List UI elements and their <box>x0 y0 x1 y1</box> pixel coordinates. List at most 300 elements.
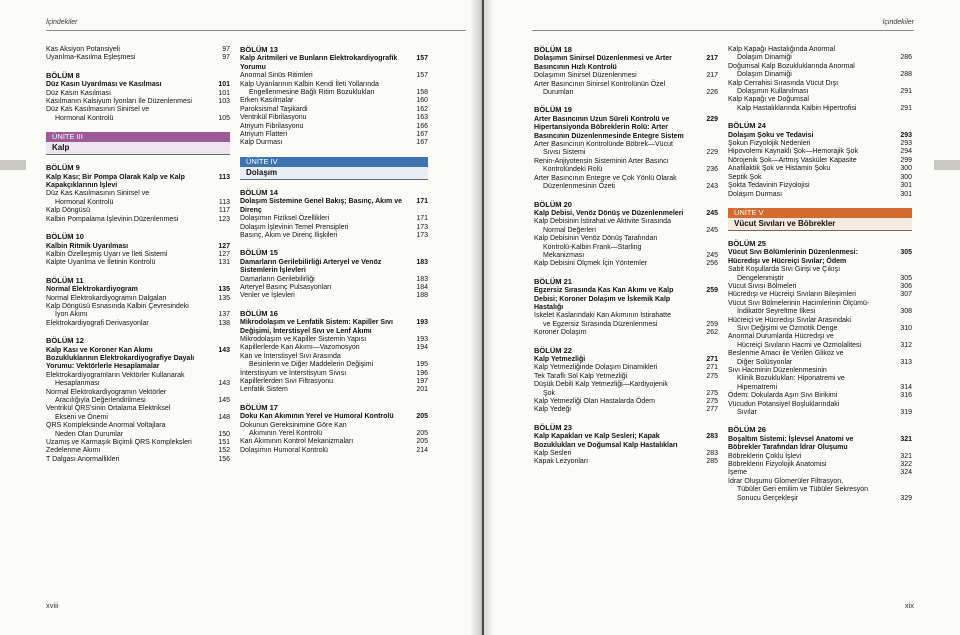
entry-line: Dolaşım İşlevinin Temel Prensipleri <box>240 223 349 231</box>
page-ref: 103 <box>218 98 230 106</box>
entry-text <box>534 235 694 260</box>
chapter-title-row[interactable] <box>728 436 912 453</box>
page-ref: 299 <box>900 156 912 164</box>
entry-text <box>534 398 694 406</box>
unit-edge-tab <box>934 160 960 170</box>
entry-text <box>240 224 404 232</box>
toc-entry[interactable] <box>728 300 912 317</box>
page-ref: 205 <box>416 413 428 421</box>
entry-line: Dokunun Gereksinimine Göre Kan <box>240 421 347 429</box>
chapter-heading <box>46 277 230 295</box>
entry-line: Kalp Kapağı ve Doğumsal <box>728 96 809 104</box>
toc-entry[interactable] <box>46 190 230 207</box>
entry-line: Böbreklerin Çoklu İşlevi <box>728 452 802 460</box>
toc-entry[interactable] <box>534 458 718 466</box>
toc-column-2 <box>240 46 428 455</box>
page-ref: 293 <box>900 131 912 139</box>
entry-text <box>728 461 888 469</box>
toc-entry[interactable] <box>240 344 428 352</box>
chapter-title-row[interactable] <box>46 286 230 294</box>
chapter-title-row[interactable] <box>728 132 912 140</box>
toc-entry[interactable] <box>728 367 912 392</box>
toc-entry[interactable] <box>728 157 912 165</box>
entry-line: Düz Kas Kasılmasının Sinirsel ve <box>46 106 150 114</box>
toc-entry[interactable] <box>534 312 718 329</box>
chapter-title-row[interactable] <box>46 347 230 372</box>
chapter-title: Dolaşım Şoku ve Tedavisi <box>728 131 814 139</box>
toc-entry[interactable] <box>240 276 428 284</box>
chapter-label: BÖLÜM 24 <box>728 121 766 131</box>
page-number-left: xviii <box>46 601 59 610</box>
toc-entry[interactable] <box>728 317 912 334</box>
chapter-label: BÖLÜM 8 <box>46 70 80 80</box>
entry-line: Sıvı Hacminin Düzenlenmesinin <box>728 367 827 374</box>
entry-line: Basınç, Akım ve Direnç İlişkileri <box>240 231 338 239</box>
toc-entry[interactable] <box>728 140 912 148</box>
entry-line-continued: Hormonal Kontrolü <box>55 198 114 206</box>
toc-entry[interactable] <box>534 175 718 192</box>
entry-line: İdrar Oluşumu Glomerüler Filtrasyon, <box>728 477 844 485</box>
entry-line: Böbreklerin Fizyolojik Anatomisi <box>728 461 827 469</box>
chapter-label: BÖLÜM 14 <box>240 187 278 197</box>
toc-entry[interactable] <box>728 63 912 80</box>
entry-line-continued: Dolaşımın Kullanılması <box>737 88 809 96</box>
entry-line-continued: Durumları <box>543 89 574 97</box>
toc-entry[interactable] <box>728 461 912 469</box>
toc-entry[interactable] <box>534 141 718 158</box>
page-ref: 275 <box>706 372 718 380</box>
chapter-heading <box>534 46 718 72</box>
page-ref: 314 <box>900 383 912 391</box>
entry-line: Kalp Uyarılarının Kalbin Kendi İleti Yollarında <box>240 80 379 88</box>
entry-line: Şokun Fizyolojik Nedenleri <box>728 140 811 148</box>
chapter-title: Egzersiz Sırasında Kas Kan Akımı ve Kalp Debisi; Koroner Dolaşım ve İskemik Kalp Hastalığı <box>534 287 674 311</box>
entry-text <box>240 336 404 344</box>
entry-line: Hücreiçi ve Hücredışı Sıvılar Arasındaki <box>728 316 851 324</box>
toc-entry[interactable] <box>728 350 912 367</box>
toc-entry[interactable] <box>534 398 718 406</box>
chapter-heading <box>728 426 912 452</box>
toc-entry[interactable] <box>240 353 428 370</box>
toc-entry[interactable] <box>728 333 912 350</box>
entry-line: Kalp Yedeği <box>534 406 571 414</box>
toc-entry[interactable] <box>728 291 912 299</box>
entry-text <box>240 139 404 147</box>
entry-text <box>240 344 404 352</box>
entry-line: Dolaşımın Humoral Kontrolü <box>240 446 328 454</box>
chapter-title-row[interactable] <box>240 259 428 276</box>
entry-line: T Dalgası Anormallikleri <box>46 455 120 463</box>
chapter-title-row[interactable] <box>534 433 718 450</box>
entry-text <box>46 259 206 267</box>
chapter-label: BÖLÜM 18 <box>534 45 572 54</box>
page-ref: 243 <box>706 183 718 191</box>
toc-entry[interactable] <box>240 123 428 131</box>
chapter-label: BÖLÜM 19 <box>534 105 572 115</box>
chapter-title-row[interactable] <box>46 243 230 251</box>
entry-text <box>240 106 404 114</box>
entry-line: Arter Basıncının Kontrolünde Böbrek—Vücut <box>534 141 673 149</box>
toc-entry[interactable] <box>728 478 912 503</box>
entry-text <box>534 81 694 98</box>
page-ref: 113 <box>218 198 230 206</box>
page-ref: 285 <box>706 458 718 466</box>
toc-entry[interactable] <box>46 405 230 422</box>
toc-entry[interactable] <box>728 401 912 418</box>
toc-entry[interactable] <box>240 81 428 98</box>
entry-text <box>534 458 694 466</box>
toc-entry[interactable] <box>728 182 912 190</box>
entry-text <box>46 303 206 320</box>
toc-entry[interactable] <box>534 218 718 235</box>
page-ref: 123 <box>218 215 230 223</box>
page-ref: 151 <box>218 439 230 447</box>
entry-text <box>534 381 694 398</box>
entry-line: Sabit Koşullarda Sıvı Girişi ve Çıkışı <box>728 266 841 274</box>
entry-line-continued: Engellenmesine Bağlı Ritim Bozuklukları <box>249 89 375 97</box>
page-ref: 173 <box>416 231 428 239</box>
chapter-title-row[interactable] <box>46 174 230 191</box>
toc-entry[interactable] <box>728 148 912 156</box>
entry-text <box>46 216 206 224</box>
toc-entry[interactable] <box>534 260 718 268</box>
entry-text <box>46 447 206 455</box>
entry-line: Uzamış ve Karmaşık Biçimli QRS Kompleksleri <box>46 439 192 447</box>
entry-text <box>534 260 694 268</box>
page-ref: 205 <box>416 438 428 446</box>
entry-line: Arter Basıncının Entegre ve Çok Yönlü Olarak <box>534 174 677 182</box>
chapter-title: Boşaltım Sistemi: İşlevsel Anatomi ve Böbrekler Tarafından İdrar Oluşumu <box>728 435 854 452</box>
entry-text <box>728 367 888 392</box>
toc-entry[interactable] <box>46 422 230 439</box>
chapter-title: Kalp Aritmileri ve Bunların Elektrokardiyografik Yorumu <box>240 55 398 71</box>
entry-line: Erken Kasılmalar <box>240 97 294 105</box>
page-ref: 324 <box>900 469 912 477</box>
toc-entry[interactable] <box>240 232 428 240</box>
toc-entry[interactable] <box>240 72 428 80</box>
entry-text <box>728 300 888 317</box>
entry-line: Kalp Debisinin Venöz Dönüş Tarafından <box>534 235 658 243</box>
toc-entry[interactable] <box>46 447 230 455</box>
header-rule-right <box>532 30 914 31</box>
chapter-title: Dolaşım Sistemine Genel Bakış; Basınç, Akım ve Direnç <box>240 198 402 214</box>
page-ref: 283 <box>706 450 718 458</box>
page-ref: 105 <box>218 114 230 122</box>
page-ref: 313 <box>900 358 912 366</box>
chapter-heading <box>534 106 718 141</box>
toc-entry[interactable] <box>534 158 718 175</box>
entry-text <box>46 295 206 303</box>
chapter-title: Kalp Debisi, Venöz Dönüş ve Düzenlenmeleri <box>534 209 684 217</box>
page-ref: 288 <box>900 71 912 79</box>
page-ref: 197 <box>416 378 428 385</box>
toc-entry[interactable] <box>534 329 718 337</box>
toc-entry[interactable] <box>728 46 912 63</box>
entry-text <box>534 175 694 192</box>
toc-entry[interactable] <box>534 450 718 458</box>
entry-text <box>728 191 888 199</box>
entry-text <box>728 453 888 461</box>
entry-text <box>46 372 206 389</box>
entry-text <box>728 182 888 190</box>
entry-line: Kalbin Pompalama İşlevinin Düzenlenmesi <box>46 215 179 223</box>
page-ref: 321 <box>900 452 912 460</box>
toc-entry[interactable] <box>728 165 912 173</box>
toc-entry[interactable] <box>46 46 230 54</box>
chapter-heading <box>240 310 428 336</box>
toc-entry[interactable] <box>728 174 912 182</box>
toc-entry[interactable] <box>728 96 912 113</box>
toc-entry[interactable] <box>240 139 428 147</box>
chapter-label: BÖLÜM 16 <box>240 308 278 318</box>
entry-line-continued: Kontrolündeki Rolü <box>543 166 603 174</box>
toc-entry[interactable] <box>728 80 912 97</box>
chapter-title-row[interactable] <box>534 116 718 141</box>
toc-column-1 <box>46 46 230 464</box>
entry-line: Kalpte Uyarılma ve İletinin Kontrolü <box>46 259 156 267</box>
chapter-title: Damarların Gerilebilirliği Arteryel ve Venöz Sistemlerin İşlevleri <box>240 258 382 275</box>
entry-text <box>240 72 404 80</box>
entry-line-continued: Sıvılar <box>737 409 757 417</box>
chapter-title: Mikrodolaşım ve Lenfatik Sistem: Kapiller Sıvı Değişimi, İnterstisyel Sıvı ve Lenf Akımı <box>240 319 393 335</box>
entry-text <box>728 333 888 350</box>
entry-line: Nörojenik Şok—Artmış Vasküler Kapasite <box>728 156 857 164</box>
entry-text <box>534 450 694 458</box>
page-ref: 135 <box>218 286 230 294</box>
chapter-title-row[interactable] <box>240 198 428 215</box>
chapter-heading <box>534 201 718 219</box>
chapter-title-row[interactable] <box>240 55 428 72</box>
entry-text <box>728 401 888 418</box>
toc-entry[interactable] <box>534 72 718 80</box>
entry-text <box>240 292 404 300</box>
entry-line: Kapak Lezyonları <box>534 458 589 466</box>
page-ref: 316 <box>900 392 912 400</box>
toc-entry[interactable] <box>728 392 912 400</box>
page-ref: 305 <box>900 249 912 257</box>
chapter-label: BÖLÜM 15 <box>240 248 278 258</box>
entry-line-continued: Dolaşım Dinamiği <box>737 54 792 62</box>
page-ref: 262 <box>706 329 718 337</box>
entry-line-continued: Dolaşım Dinamiği <box>737 71 792 79</box>
toc-entry[interactable] <box>240 97 428 105</box>
right-page <box>484 0 960 635</box>
entry-line: Septik Şok <box>728 173 762 181</box>
toc-entry[interactable] <box>240 114 428 122</box>
entry-text <box>240 422 404 439</box>
toc-entry[interactable] <box>46 456 230 464</box>
toc-entry[interactable] <box>46 90 230 98</box>
page-ref: 173 <box>416 223 428 231</box>
entry-line: Uyarılma-Kasılma Eşleşmesi <box>46 54 136 62</box>
entry-text <box>46 320 206 328</box>
unit-banner <box>46 132 230 155</box>
toc-entry[interactable] <box>46 207 230 215</box>
chapter-title-row[interactable] <box>534 55 718 72</box>
chapter-title: Kalp Kası ve Koroner Kan Akımı Bozukluklarının Elektrokardiyografiye Dayalı Yorumu: Vektörlerle Hesaplamalar <box>46 346 195 371</box>
entry-line: Kas Aksiyon Potansiyeli <box>46 46 120 53</box>
entry-text <box>728 165 888 173</box>
entry-line: Renin-Anjiyotensin Sisteminin Arter Basıncı <box>534 157 669 165</box>
chapter-heading <box>728 122 912 140</box>
entry-line: Zedelenme Akımı <box>46 447 101 455</box>
toc-entry[interactable] <box>240 447 428 455</box>
entry-text <box>728 63 888 80</box>
toc-entry[interactable] <box>534 235 718 260</box>
toc-entry[interactable] <box>728 191 912 199</box>
entry-line: Arteryel Basınç Pulsasyonları <box>240 283 332 291</box>
toc-entry[interactable] <box>46 389 230 406</box>
running-header-left: İçindekiler <box>46 19 78 26</box>
toc-entry[interactable] <box>240 336 428 344</box>
toc-entry[interactable] <box>240 422 428 439</box>
chapter-heading <box>240 404 428 422</box>
toc-entry[interactable] <box>240 438 428 446</box>
toc-entry[interactable] <box>240 224 428 232</box>
toc-entry[interactable] <box>240 386 428 394</box>
toc-entry[interactable] <box>534 381 718 398</box>
entry-line: Beslenme Amacı ile Verilen Glikoz ve <box>728 350 844 358</box>
entry-line: Kalp Yetmezliği Olan Hastalarda Ödem <box>534 398 656 406</box>
chapter-title-row[interactable] <box>534 287 718 312</box>
entry-line: Kalp Yetmezliğinde Dolaşım Dinamikleri <box>534 364 658 372</box>
entry-text <box>46 422 206 439</box>
page-ref: 171 <box>416 198 428 206</box>
toc-entry[interactable] <box>46 303 230 320</box>
page-ref: 226 <box>706 89 718 97</box>
unit-name: Dolaşım <box>240 167 428 180</box>
toc-entry[interactable] <box>240 292 428 300</box>
entry-text <box>534 364 694 372</box>
entry-text <box>728 478 888 503</box>
entry-line-continued: Kontrolü-Kalbin Frank—Starling <box>543 243 642 251</box>
toc-entry[interactable] <box>46 439 230 447</box>
entry-line: Düz Kasın Kasılması <box>46 89 111 97</box>
chapter-heading <box>534 278 718 313</box>
chapter-heading <box>46 337 230 372</box>
page-ref: 229 <box>706 115 718 123</box>
entry-text <box>240 215 404 223</box>
chapter-title-row[interactable] <box>240 319 428 336</box>
page-ref: 277 <box>706 406 718 414</box>
chapter-title: Düz Kasın Uyarılması ve Kasılması <box>46 81 162 89</box>
entry-text <box>240 97 404 105</box>
entry-line-continued: Şok <box>543 389 556 397</box>
entry-line: Düşük Debili Kalp Yetmezliği—Kardiyojenik <box>534 381 668 389</box>
toc-entry[interactable] <box>240 378 428 386</box>
toc-entry[interactable] <box>728 469 912 477</box>
page-ref: 259 <box>706 287 718 295</box>
entry-line-continued: Hormonal Kontrolü <box>55 114 114 122</box>
entry-text <box>46 456 206 464</box>
page-ref: 256 <box>706 260 718 268</box>
toc-entry[interactable] <box>240 131 428 139</box>
toc-entry[interactable] <box>46 216 230 224</box>
entry-text <box>46 98 206 106</box>
chapter-label: BÖLÜM 17 <box>240 402 278 412</box>
toc-entry[interactable] <box>46 106 230 123</box>
page-ref: 137 <box>218 311 230 319</box>
chapter-label: BÖLÜM 21 <box>534 276 572 286</box>
chapter-title: Kalp Kası; Bir Pompa Olarak Kalp ve Kalp Kapakçıklarının İşlevi <box>46 173 185 190</box>
entry-line-continued: Sonucu Gerçekleşir <box>737 494 799 502</box>
running-header-right: İçindekiler <box>882 19 914 26</box>
page-ref: 195 <box>416 361 428 369</box>
entry-text <box>728 80 888 97</box>
entry-line: Hipovolemi Kaynaklı Şok—Hemorajik Şok <box>728 148 858 156</box>
entry-line: Paroksismal Taşikardi <box>240 105 308 113</box>
chapter-title-row[interactable] <box>46 81 230 89</box>
page-ref: 156 <box>218 455 230 463</box>
page-ref: 152 <box>218 447 230 455</box>
toc-entry[interactable] <box>46 54 230 62</box>
toc-entry[interactable] <box>728 266 912 283</box>
chapter-title-row[interactable] <box>534 356 718 364</box>
unit-banner <box>728 208 912 231</box>
entry-line: Kalp Durması <box>240 139 283 147</box>
chapter-title-row[interactable] <box>728 249 912 266</box>
toc-entry[interactable] <box>46 98 230 106</box>
page-ref: 308 <box>900 308 912 316</box>
entry-text <box>534 72 694 80</box>
toc-entry[interactable] <box>46 295 230 303</box>
toc-entry[interactable] <box>240 370 428 378</box>
page-ref: 127 <box>218 242 230 250</box>
toc-entry[interactable] <box>46 320 230 328</box>
entry-text <box>240 438 404 446</box>
toc-entry[interactable] <box>534 364 718 372</box>
toc-entry[interactable] <box>534 81 718 98</box>
entry-line: Kapillerlerde Kan Akımı—Vazomosyon <box>240 344 360 352</box>
toc-entry[interactable] <box>728 283 912 291</box>
entry-text <box>240 232 404 240</box>
chapter-label: BÖLÜM 20 <box>534 199 572 209</box>
toc-entry[interactable] <box>534 373 718 381</box>
chapter-heading <box>728 240 912 266</box>
page-ref: 138 <box>218 319 230 327</box>
entry-line: Ödem: Dokularda Aşırı Sıvı Birikimi <box>728 392 838 400</box>
page-ref: 310 <box>900 324 912 332</box>
page-ref: 163 <box>416 114 428 122</box>
chapter-title: Kalp Yetmezliği <box>534 356 586 363</box>
toc-entry[interactable] <box>534 406 718 414</box>
toc-entry[interactable] <box>728 453 912 461</box>
page-ref: 329 <box>900 494 912 502</box>
entry-line: Damarların Gerilebilirliği <box>240 275 315 283</box>
page-ref: 160 <box>416 97 428 105</box>
entry-line: Vücudun Potansiyel Boşluklarındaki <box>728 400 840 408</box>
entry-line: İnterstisyum ve İnterstisyum Sıvısı <box>240 369 347 377</box>
chapter-title-row[interactable] <box>240 413 428 421</box>
entry-text <box>46 207 206 215</box>
entry-line: Elektrokardiyografi Derivasyonlar <box>46 319 149 327</box>
toc-entry[interactable] <box>240 106 428 114</box>
page-ref: 275 <box>706 398 718 406</box>
toc-entry[interactable] <box>46 372 230 389</box>
page-ref: 157 <box>416 55 428 63</box>
chapter-title: Vücut Sıvı Bölümlerinin Düzenlenmesi: Hücredışı ve Hücreiçi Sıvılar; Ödem <box>728 249 858 265</box>
chapter-title: Kalbin Ritmik Uyarılması <box>46 242 129 250</box>
page-ref: 245 <box>706 251 718 259</box>
entry-line: Anormal Durumlarda Hücredışı ve <box>728 333 834 341</box>
page-ref: 286 <box>900 54 912 62</box>
entry-line: İskelet Kaslarındaki Kan Akımının İstirahatte <box>534 312 671 320</box>
toc-entry[interactable] <box>46 259 230 267</box>
chapter-heading <box>240 46 428 72</box>
toc-entry[interactable] <box>240 215 428 223</box>
page-ref: 291 <box>900 104 912 112</box>
page-ref: 113 <box>218 173 230 181</box>
